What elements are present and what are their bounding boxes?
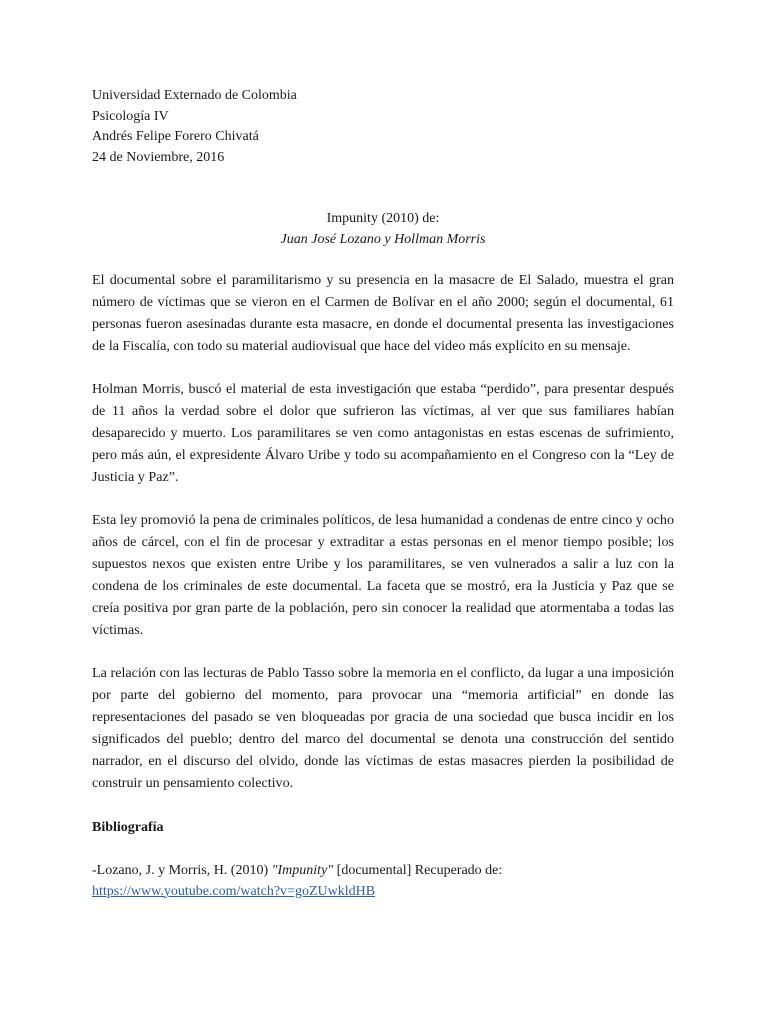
author-name: Andrés Felipe Forero Chivatá xyxy=(92,129,259,144)
bibliography-entry-prefix: -Lozano, J. y Morris, H. (2010) xyxy=(92,862,272,878)
document-page xyxy=(92,86,674,902)
bibliography-heading: Bibliografía xyxy=(92,819,164,835)
bibliography-entry xyxy=(92,860,674,902)
bibliography-entry-suffix: [documental] Recuperado de: xyxy=(333,862,503,878)
course-name: Psicología IV xyxy=(92,108,169,124)
document-header xyxy=(92,86,674,168)
paragraph-2: Holman Morris, buscó el material de esta investigación que estaba “perdido”, para presentar después de 11 años la verdad sobre el dolor que sufrieron las víctimas, al ver que sus familiares habían desaparecido y muerto. Los paramilitares se ven como antagonistas en estas escenas de sufrimiento, pero más aún, el expresidente Álvaro Uribe y todo su acompañamiento en el Congreso con la “Ley de Justicia y Paz”. xyxy=(92,381,674,485)
document-subtitle: Juan José Lozano y Hollman Morris xyxy=(280,231,486,247)
university-name: Universidad Externado de Colombia xyxy=(92,88,297,103)
document-date: 24 de Noviembre, 2016 xyxy=(92,149,225,165)
bibliography-entry-title: "Impunity" xyxy=(271,862,334,878)
paragraph-3: Esta ley promovió la pena de criminales políticos, de lesa humanidad a condenas de entre cinco y ocho años de cárcel, con el fin de procesar y extraditar a estas personas en el menor tiempo posible; los supuestos nexos que existen entre Uribe y los paramilitares, se ven vulnerados a salir a luz con la condena de los criminales de este documental. La faceta que se mostró, era la Justicia y Paz que se creía positiva por gran parte de la población, pero sin conocer la realidad que atormentaba a todas las víctimas. xyxy=(92,512,674,638)
bibliography-url-link[interactable]: https://www.youtube.com/watch?v=goZUwkldHB xyxy=(92,883,376,899)
document-title-block xyxy=(92,209,674,250)
document-title: Impunity (2010) de: xyxy=(326,211,440,226)
paragraph-1: El documental sobre el paramilitarismo y su presencia en la masacre de El Salado, muestra el gran número de víctimas que se vieron en el Carmen de Bolívar en el año 2000; según el documental, 61 personas fueron asesinadas durante esta masacre, en donde el documental presenta las investigaciones de la Fiscalía, con todo su material audiovisual que hace del video más explícito en su mensaje. xyxy=(92,272,674,354)
paragraph-4: La relación con las lecturas de Pablo Tasso sobre la memoria en el conflicto, da lugar a una imposición por parte del gobierno del momento, para provocar una “memoria artificial” en donde las representaciones del pasado se ven bloqueadas por gracia de una sociedad que busca incidir en los significados del pueblo; dentro del marco del documental se denota una construcción del sentido narrador, en el discurso del olvido, donde las víctimas de estas masacres pierden la posibilidad de construir un pensamiento colectivo. xyxy=(92,665,674,791)
